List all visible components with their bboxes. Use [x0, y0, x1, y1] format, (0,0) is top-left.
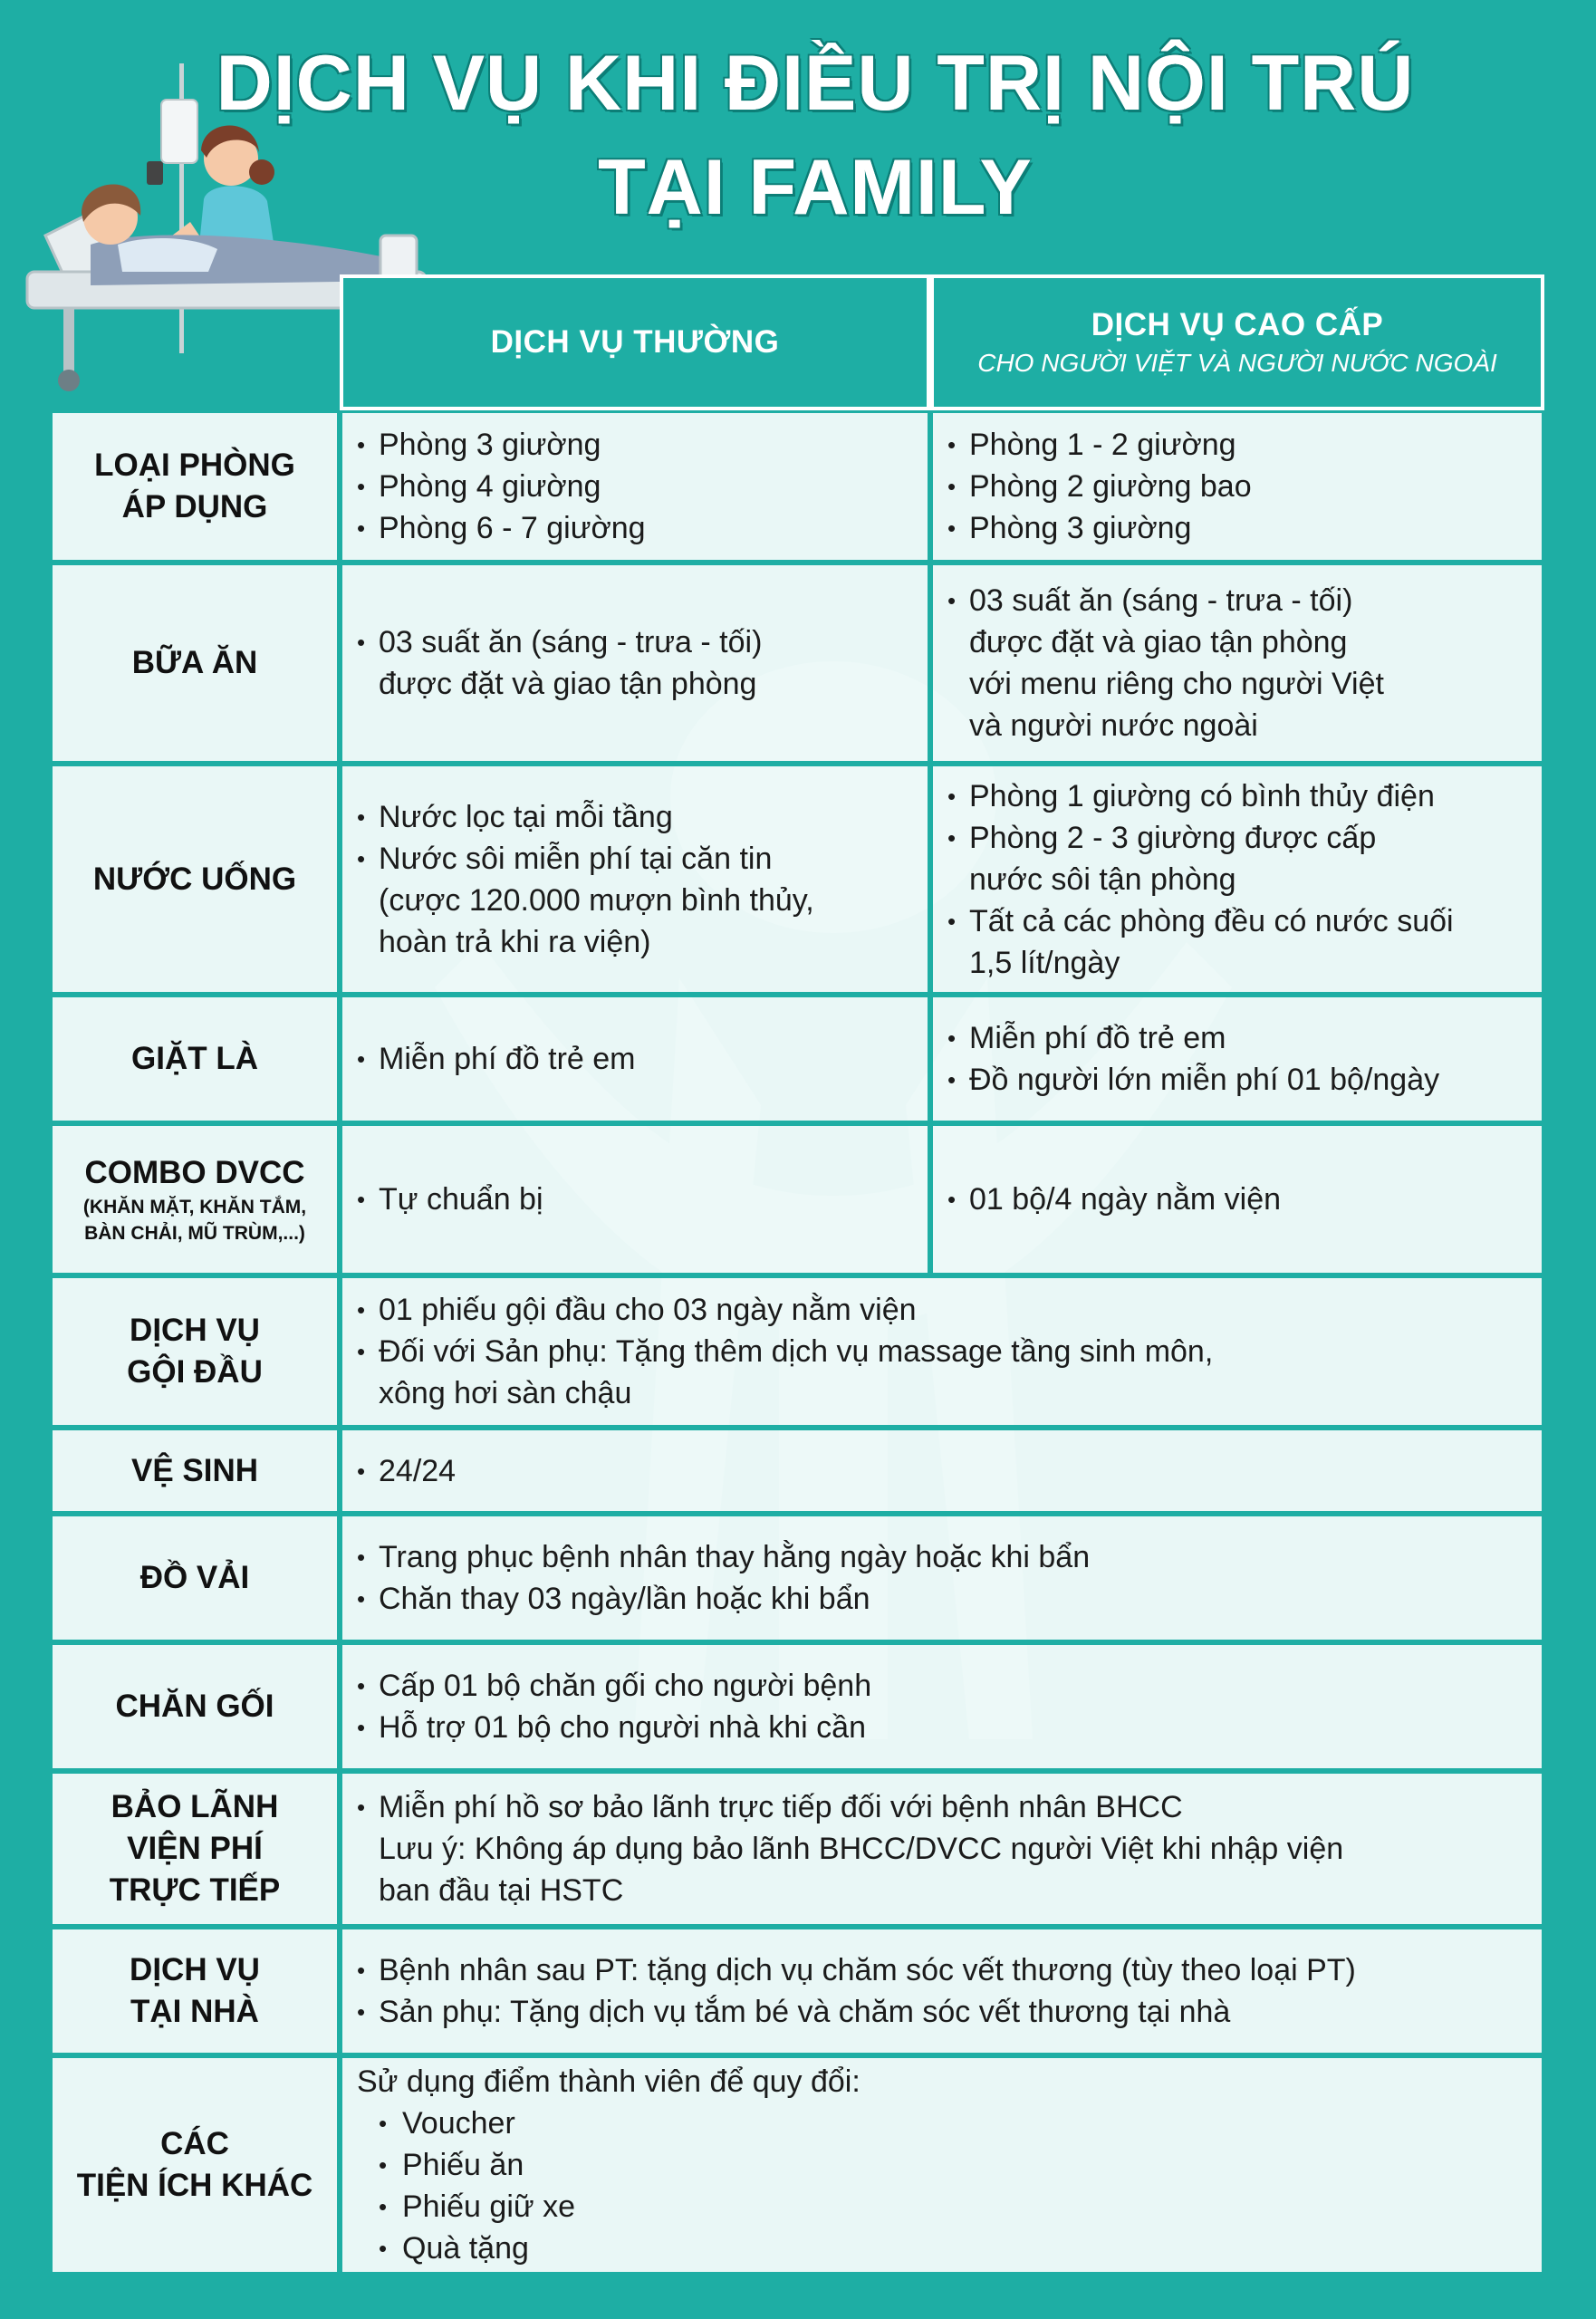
row-label-line: VIỆN PHÍ: [127, 1831, 263, 1866]
row-label: [50, 764, 340, 995]
header-standard-service: [340, 274, 930, 410]
row-label-line: DỊCH VỤ: [130, 1952, 260, 1987]
header-standard-label: DỊCH VỤ THƯỜNG: [490, 324, 780, 360]
row-label-line: GIẶT LÀ: [131, 1041, 258, 1076]
row-label: [50, 995, 340, 1123]
cell-content: [946, 424, 1533, 549]
text-line: được đặt và giao tận phòng: [379, 667, 757, 701]
text-line: Lưu ý: Không áp dụng bảo lãnh BHCC/DVCC người Việt khi nhập viện: [379, 1832, 1344, 1866]
row-label-line: LOẠI PHÒNG: [94, 447, 295, 483]
cell-standard-service: [340, 563, 930, 764]
table-row: [50, 1275, 1544, 1428]
table-row: [50, 1642, 1544, 1771]
bullet-item: • Trang phục bệnh nhân thay hằng ngày hoặc khi bẩn: [355, 1536, 1533, 1578]
row-label-line: GỘI ĐẦU: [127, 1354, 263, 1390]
cell-content: [946, 580, 1533, 746]
cell-content: [355, 621, 918, 705]
bullet-item: • Voucher: [355, 2102, 1533, 2144]
text-line: hoàn trả khi ra viện): [379, 924, 651, 959]
bullet-item: • Tất cả các phòng đều có nước suối: [946, 900, 1533, 942]
cell-standard-service: [340, 1123, 930, 1275]
bullet-item: • Quà tặng: [355, 2228, 1533, 2269]
cell-content: [355, 1038, 918, 1080]
row-label-line: ĐỒ VẢI: [139, 1560, 250, 1595]
row-label-sub: BÀN CHẢI, MŨ TRÙM,...): [84, 1223, 305, 1244]
table-row: [50, 1771, 1544, 1927]
text-line: 1,5 lít/ngày: [969, 945, 1120, 980]
cell-premium-service: [930, 764, 1544, 995]
cell-all-services: [340, 2055, 1544, 2275]
text-line: nước sôi tận phòng: [969, 861, 1236, 897]
cell-content: [946, 1179, 1533, 1220]
row-label: [50, 1275, 340, 1428]
bullet-item: • Phòng 6 - 7 giường: [355, 507, 918, 549]
text-line: với menu riêng cho người Việt: [969, 667, 1384, 701]
cell-content: [355, 1450, 1533, 1492]
table-row: [50, 995, 1544, 1123]
cell-all-services: [340, 1514, 1544, 1642]
page-title: [181, 32, 1449, 240]
bullet-item: • Tự chuẩn bị: [355, 1179, 918, 1220]
bullet-item: • 24/24: [355, 1450, 1533, 1492]
text-line: xông hơi sàn chậu: [379, 1376, 632, 1410]
bullet-item: • Nước lọc tại mỗi tầng: [355, 796, 918, 838]
bullet-item: • 01 bộ/4 ngày nằm viện: [946, 1179, 1533, 1220]
row-label: [50, 1927, 340, 2055]
row-label: [50, 2055, 340, 2275]
bullet-item: • Bệnh nhân sau PT: tặng dịch vụ chăm sóc vết thương (tùy theo loại PT): [355, 1949, 1533, 1991]
row-label-line: ÁP DỤNG: [121, 489, 268, 524]
row-label-line: COMBO DVCC: [84, 1155, 305, 1190]
cell-all-services: [340, 1927, 1544, 2055]
cell-standard-service: [340, 764, 930, 995]
bullet-item: • Phòng 3 giường: [355, 424, 918, 466]
row-label: [50, 1428, 340, 1514]
text-line: ban đầu tại HSTC: [379, 1873, 624, 1908]
cell-content: [355, 1289, 1533, 1414]
bullet-item: • Phòng 1 - 2 giường: [946, 424, 1533, 466]
text-line: được đặt và giao tận phòng: [969, 625, 1348, 659]
row-label-line: VỆ SINH: [130, 1452, 259, 1488]
cell-premium-service: [930, 1123, 1544, 1275]
row-label-line: DỊCH VỤ: [130, 1313, 260, 1348]
header-premium-sublabel: CHO NGƯỜI VIỆT VÀ NGƯỜI NƯỚC NGOÀI: [977, 349, 1497, 377]
text-line: (cược 120.000 mượn bình thủy,: [379, 882, 814, 918]
bullet-item: • Phòng 1 giường có bình thủy điện: [946, 775, 1533, 817]
table-row: [50, 1927, 1544, 2055]
cell-all-services: [340, 1275, 1544, 1428]
cell-standard-service: [340, 410, 930, 563]
bullet-item: • Miễn phí đồ trẻ em: [946, 1017, 1533, 1059]
header-premium-service: [930, 274, 1544, 410]
bullet-item: • Phòng 2 - 3 giường được cấp: [946, 817, 1533, 859]
bullet-item: • Phòng 3 giường: [946, 507, 1533, 549]
bullet-item: • Miễn phí hồ sơ bảo lãnh trực tiếp đối với bệnh nhân BHCC: [355, 1786, 1533, 1828]
row-label: [50, 1514, 340, 1642]
bullet-item: • Chăn thay 03 ngày/lần hoặc khi bẩn: [355, 1578, 1533, 1620]
row-label: [50, 1123, 340, 1275]
bullet-item: • Đồ người lớn miễn phí 01 bộ/ngày: [946, 1059, 1533, 1101]
cell-content: [355, 1536, 1533, 1620]
cell-standard-service: [340, 995, 930, 1123]
cell-all-services: [340, 1771, 1544, 1927]
row-label: [50, 410, 340, 563]
table-row: [50, 2055, 1544, 2275]
bullet-item: • 03 suất ăn (sáng - trưa - tối): [946, 580, 1533, 621]
row-label-line: TIỆN ÍCH KHÁC: [76, 2168, 313, 2203]
table-row: [50, 563, 1544, 764]
cell-content: [355, 424, 918, 549]
services-table: [50, 274, 1544, 2275]
bullet-item: • Sản phụ: Tặng dịch vụ tắm bé và chăm sóc vết thương tại nhà: [355, 1991, 1533, 2033]
bullet-item: • 01 phiếu gội đầu cho 03 ngày nằm viện: [355, 1289, 1533, 1331]
table-row: [50, 1514, 1544, 1642]
cell-premium-service: [930, 410, 1544, 563]
text-line: và người nước ngoài: [969, 708, 1258, 743]
cell-content: [355, 1665, 1533, 1748]
bullet-item: • Nước sôi miễn phí tại căn tin: [355, 838, 918, 880]
table-row: [50, 1123, 1544, 1275]
header-premium-label: DỊCH VỤ CAO CẤP: [1091, 307, 1384, 342]
bullet-item: • 03 suất ăn (sáng - trưa - tối): [355, 621, 918, 663]
table-row: [50, 764, 1544, 995]
bullet-item: • Phiếu giữ xe: [355, 2186, 1533, 2228]
row-label-line: CÁC: [160, 2126, 229, 2161]
cell-content: [355, 1179, 918, 1220]
row-label-line: BỮA ĂN: [131, 645, 258, 680]
cell-content: [355, 1786, 1533, 1911]
bullet-item: • Phòng 4 giường: [355, 466, 918, 507]
cell-premium-service: [930, 563, 1544, 764]
row-label-sub: (KHĂN MẶT, KHĂN TẮM,: [82, 1197, 307, 1217]
cell-content: [355, 1949, 1533, 2033]
bullet-item: • Đối với Sản phụ: Tặng thêm dịch vụ massage tầng sinh môn,: [355, 1331, 1533, 1372]
cell-premium-service: [930, 995, 1544, 1123]
row-label-line: CHĂN GỐI: [115, 1689, 274, 1724]
cell-all-services: [340, 1642, 1544, 1771]
bullet-item: • Miễn phí đồ trẻ em: [355, 1038, 918, 1080]
title-line-1: DỊCH VỤ KHI ĐIỀU TRỊ NỘI TRÚ: [216, 40, 1415, 127]
row-label-line: NƯỚC UỐNG: [92, 861, 297, 897]
table-row: [50, 1428, 1544, 1514]
cell-all-services: [340, 1428, 1544, 1514]
row-label-line: TẠI NHÀ: [130, 1994, 259, 2029]
row-label: [50, 1642, 340, 1771]
cell-content: [946, 775, 1533, 984]
cell-content: [355, 2061, 1533, 2269]
bullet-item: • Phòng 2 giường bao: [946, 466, 1533, 507]
row-label-line: TRỰC TIẾP: [109, 1872, 281, 1908]
table-row: [50, 410, 1544, 563]
cell-content: [355, 796, 918, 963]
cell-content: [946, 1017, 1533, 1101]
bullet-item: • Cấp 01 bộ chăn gối cho người bệnh: [355, 1665, 1533, 1707]
row-label-line: BẢO LÃNH: [111, 1789, 279, 1824]
text-line: Sử dụng điểm thành viên để quy đổi:: [357, 2064, 860, 2099]
row-label: [50, 1771, 340, 1927]
title-line-2: TẠI FAMILY: [598, 144, 1033, 231]
bullet-item: • Hỗ trợ 01 bộ cho người nhà khi cần: [355, 1707, 1533, 1748]
bullet-item: • Phiếu ăn: [355, 2144, 1533, 2186]
row-label: [50, 563, 340, 764]
